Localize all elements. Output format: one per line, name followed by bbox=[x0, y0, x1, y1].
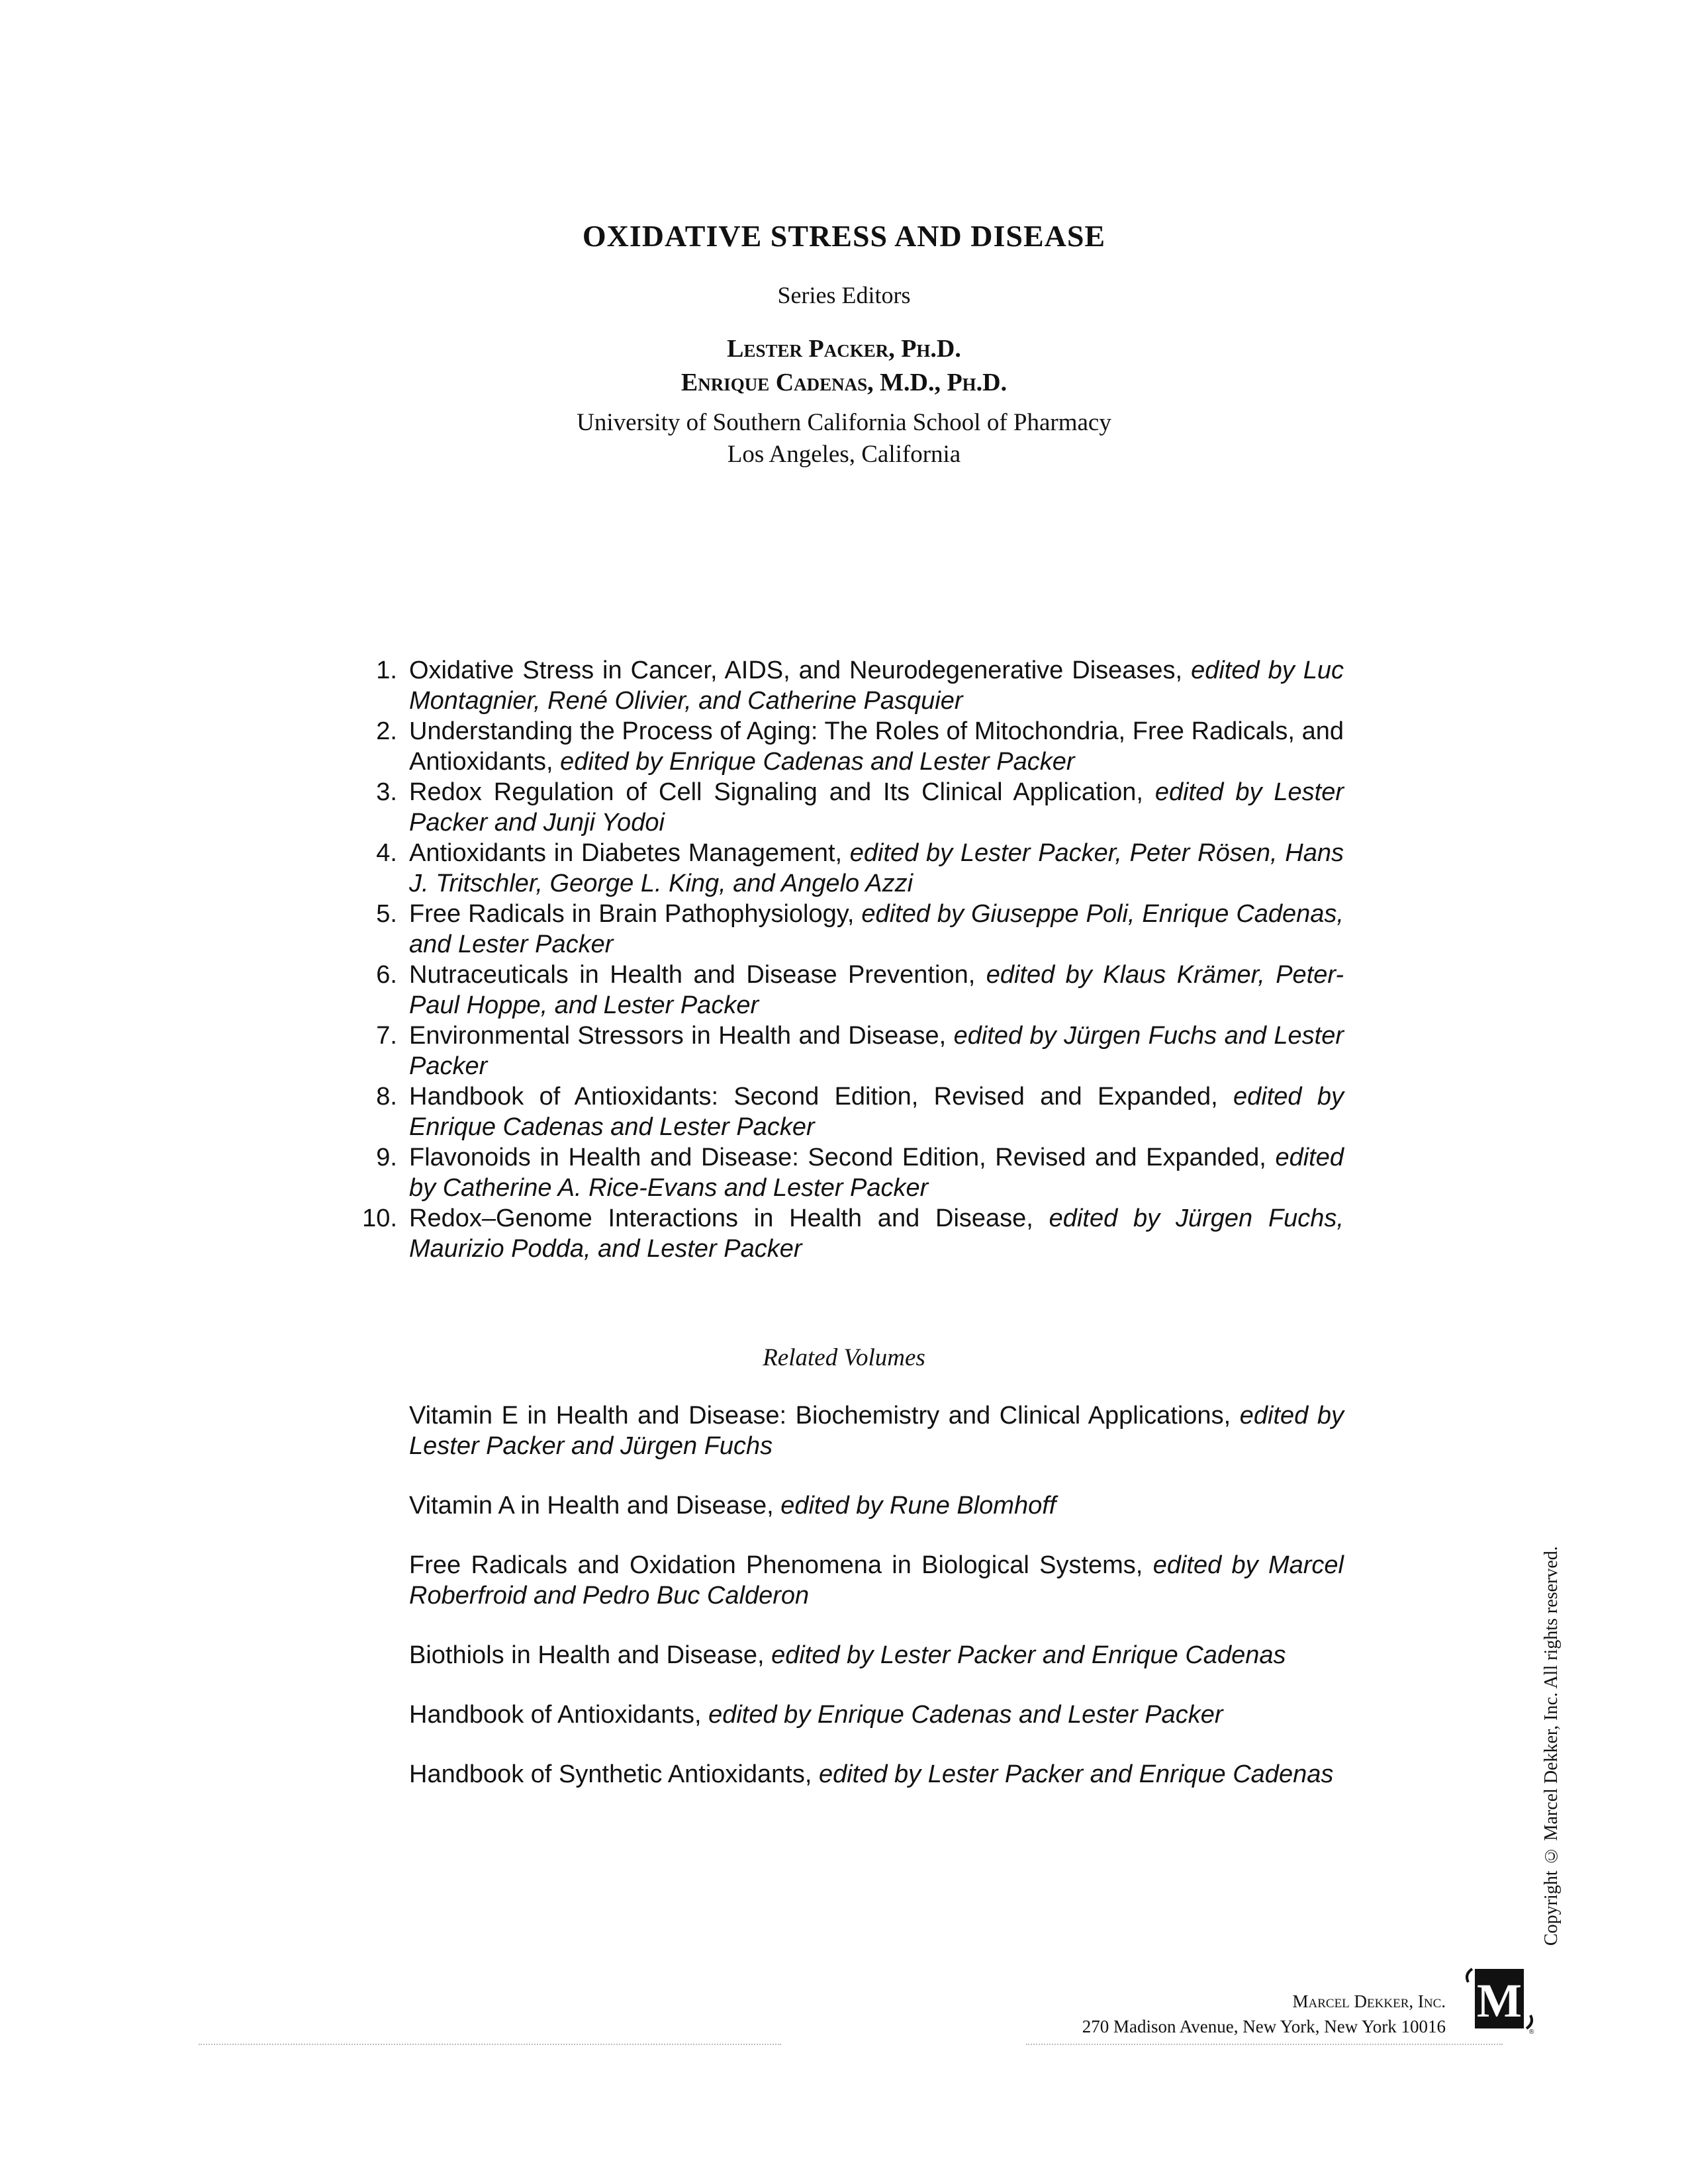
volume-title: Antioxidants in Diabetes Management, bbox=[409, 839, 843, 867]
volume-title: Free Radicals in Brain Pathophysiology, bbox=[409, 900, 855, 928]
volume-item bbox=[351, 1021, 1344, 1081]
volume-number: 5. bbox=[376, 900, 397, 928]
affiliation-line-1: University of Southern California School of Pharmacy bbox=[577, 409, 1111, 436]
series-editor-2: Enrique Cadenas, M.D., Ph.D. bbox=[680, 369, 1008, 396]
volume-editors: edited by Catherine A. Rice-Evans and Lester Packer bbox=[409, 1144, 1344, 1202]
volume-number: 9. bbox=[376, 1144, 397, 1171]
volume-item bbox=[351, 777, 1344, 838]
related-title: Handbook of Synthetic Antioxidants, bbox=[409, 1760, 812, 1788]
volume-item bbox=[351, 960, 1344, 1021]
publisher-block bbox=[1082, 1989, 1446, 2039]
publisher-logo bbox=[1463, 1962, 1536, 2035]
volume-editors: edited by Klaus Krämer, Peter-Paul Hoppe, and Lester Packer bbox=[409, 961, 1344, 1019]
related-item bbox=[409, 1490, 1344, 1521]
volume-editors: edited by Lester Packer, Peter Rösen, Hans J. Tritschler, George L. King, and Angelo Azzi bbox=[409, 839, 1344, 897]
related-item bbox=[409, 1640, 1344, 1670]
related-item bbox=[409, 1759, 1344, 1790]
volume-item bbox=[351, 1081, 1344, 1142]
logo-letter: M bbox=[1477, 1974, 1522, 2027]
volume-editors: edited by Enrique Cadenas and Lester Packer bbox=[560, 748, 1075, 776]
volume-editors: edited by Luc Montagnier, René Olivier, and Catherine Pasquier bbox=[409, 657, 1344, 715]
related-title: Handbook of Antioxidants, bbox=[409, 1701, 702, 1729]
volume-item bbox=[351, 1142, 1344, 1203]
logo-arc-right bbox=[1526, 2015, 1532, 2028]
volume-title: Understanding the Process of Aging: The Roles of Mitochondria, Free Radicals, and Antioxidants, bbox=[409, 717, 1344, 776]
publisher-name: Marcel Dekker, Inc. bbox=[1292, 1991, 1446, 2011]
volume-editors: edited by Enrique Cadenas and Lester Packer bbox=[409, 1083, 1344, 1141]
related-item bbox=[409, 1400, 1344, 1461]
volume-number: 4. bbox=[376, 839, 397, 867]
related-editors: edited by Rune Blomhoff bbox=[780, 1492, 1056, 1520]
related-editors: edited by Lester Packer and Enrique Cadenas bbox=[771, 1641, 1286, 1669]
volume-item bbox=[351, 1203, 1344, 1264]
volume-title: Handbook of Antioxidants: Second Edition, Revised and Expanded, bbox=[409, 1083, 1218, 1111]
volume-list bbox=[351, 655, 1344, 1264]
related-editors: edited by Lester Packer and Jürgen Fuchs bbox=[409, 1402, 1344, 1460]
volume-editors: edited by Giuseppe Poli, Enrique Cadenas, and Lester Packer bbox=[409, 900, 1344, 958]
volume-title: Environmental Stressors in Health and Disease, bbox=[409, 1022, 947, 1050]
volume-editors: edited by Jürgen Fuchs and Lester Packer bbox=[409, 1022, 1344, 1080]
series-editors-label: Series Editors bbox=[777, 282, 911, 308]
volume-item bbox=[351, 716, 1344, 777]
series-title: OXIDATIVE STRESS AND DISEASE bbox=[582, 219, 1106, 253]
volume-title: Redox Regulation of Cell Signaling and Its Clinical Application, bbox=[409, 778, 1143, 806]
logo-arc-left bbox=[1467, 1969, 1472, 1982]
logo-registered-mark: ® bbox=[1529, 2028, 1534, 2035]
volume-title: Oxidative Stress in Cancer, AIDS, and Neurodegenerative Diseases, bbox=[409, 657, 1183, 684]
related-volumes-list bbox=[409, 1400, 1344, 1819]
volume-item bbox=[351, 655, 1344, 716]
publisher-address: 270 Madison Avenue, New York, New York 10016 bbox=[1082, 2017, 1446, 2036]
related-title: Free Radicals and Oxidation Phenomena in Biological Systems, bbox=[409, 1551, 1143, 1579]
volume-item bbox=[351, 838, 1344, 899]
related-editors: edited by Marcel Roberfroid and Pedro Buc Calderon bbox=[409, 1551, 1344, 1610]
volume-editors: edited by Jürgen Fuchs, Maurizio Podda, and Lester Packer bbox=[409, 1205, 1344, 1263]
copyright-notice: Copyright © Marcel Dekker, Inc. All rights reserved. bbox=[1541, 1546, 1562, 1946]
volume-number: 6. bbox=[376, 961, 397, 989]
scan-artifact-right bbox=[1026, 2044, 1503, 2046]
volume-item bbox=[351, 899, 1344, 960]
volume-number: 2. bbox=[376, 717, 397, 745]
related-item bbox=[409, 1700, 1344, 1730]
volume-number: 7. bbox=[376, 1022, 397, 1050]
related-editors: edited by Lester Packer and Enrique Cadenas bbox=[818, 1760, 1334, 1788]
related-title: Biothiols in Health and Disease, bbox=[409, 1641, 765, 1669]
volume-number: 1. bbox=[376, 657, 397, 684]
related-volumes-heading: Related Volumes bbox=[763, 1344, 925, 1371]
volume-editors: edited by Lester Packer and Junji Yodoi bbox=[409, 778, 1344, 837]
volume-title: Flavonoids in Health and Disease: Second Edition, Revised and Expanded, bbox=[409, 1144, 1266, 1171]
volume-number: 10. bbox=[362, 1205, 397, 1232]
related-editors: edited by Enrique Cadenas and Lester Packer bbox=[708, 1701, 1223, 1729]
related-title: Vitamin E in Health and Disease: Biochemistry and Clinical Applications, bbox=[409, 1402, 1231, 1430]
series-editor-1: Lester Packer, Ph.D. bbox=[727, 335, 961, 363]
volume-title: Nutraceuticals in Health and Disease Prevention, bbox=[409, 961, 976, 989]
volume-number: 3. bbox=[376, 778, 397, 806]
related-item bbox=[409, 1550, 1344, 1611]
related-title: Vitamin A in Health and Disease, bbox=[409, 1492, 774, 1520]
scan-artifact-left bbox=[199, 2044, 781, 2046]
affiliation-line-2: Los Angeles, California bbox=[727, 441, 961, 468]
volume-number: 8. bbox=[376, 1083, 397, 1111]
volume-title: Redox–Genome Interactions in Health and Disease, bbox=[409, 1205, 1033, 1232]
